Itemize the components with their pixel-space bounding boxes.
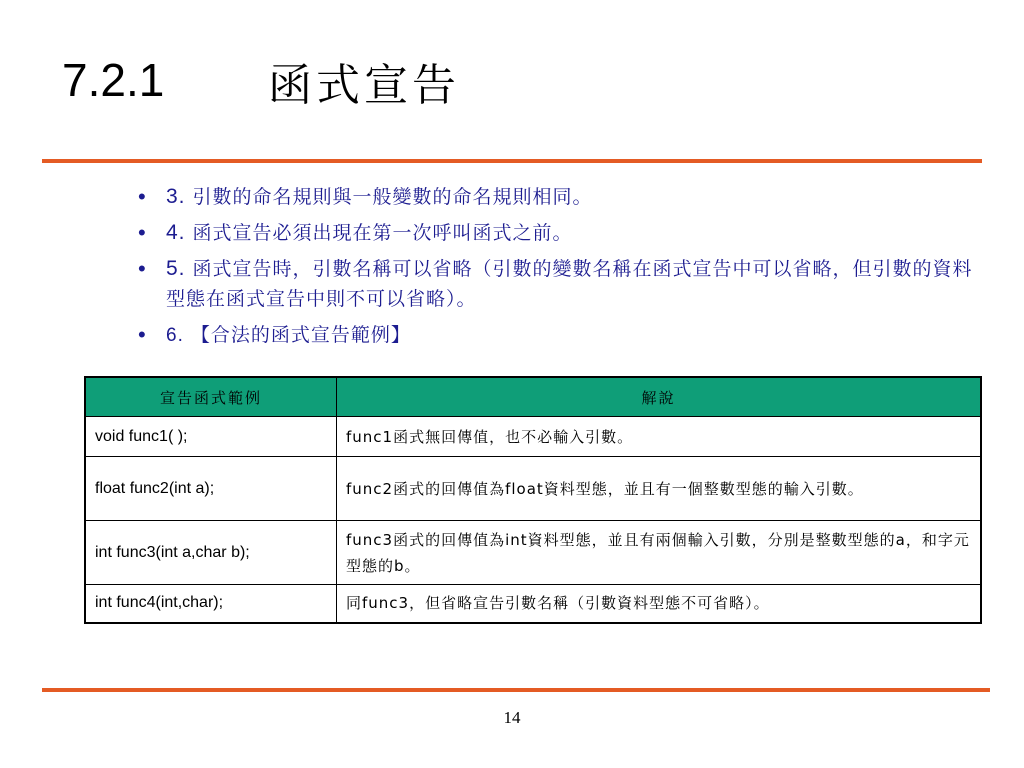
bullet-dot-icon: • — [138, 256, 147, 281]
table-row — [85, 457, 981, 521]
bullet-number: 3. — [166, 185, 186, 208]
bullet-dot-icon: • — [138, 322, 147, 347]
table-header-declaration: 宣告函式範例 — [85, 377, 337, 417]
bullet-item-3 — [138, 182, 988, 212]
table-row — [85, 585, 981, 623]
table-row — [85, 417, 981, 457]
bullet-text: 函式宣告必須出現在第一次呼叫函式之前。 — [185, 222, 573, 244]
bullet-dot-icon: • — [138, 184, 147, 209]
declaration-cell: void func1( ); — [85, 417, 337, 457]
declaration-cell: int func3(int a,char b); — [85, 521, 337, 585]
explanation-cell: 同func3，但省略宣告引數名稱（引數資料型態不可省略）。 — [337, 585, 982, 623]
function-declaration-table — [84, 376, 982, 624]
bullet-item-4 — [138, 218, 988, 248]
declaration-cell: float func2(int a); — [85, 457, 337, 521]
bullet-dot-icon: • — [138, 220, 147, 245]
bullet-number: 6. — [166, 325, 184, 346]
top-divider — [42, 159, 982, 163]
slide-title-number: 7.2.1 — [62, 54, 165, 106]
table-header-explanation: 解說 — [337, 377, 982, 417]
bullet-text: 【合法的函式宣告範例】 — [183, 324, 411, 346]
table-row — [85, 521, 981, 585]
slide-title-text: 函式宣告 — [268, 60, 460, 111]
bullet-list — [138, 182, 988, 357]
page-number: 14 — [503, 708, 521, 727]
bullet-number: 4. — [166, 221, 186, 244]
bullet-item-6 — [138, 320, 988, 351]
bullet-item-5 — [138, 254, 988, 314]
bullet-text: 引數的命名規則與一般變數的命名規則相同。 — [185, 186, 593, 208]
table-header-row — [85, 377, 981, 417]
explanation-cell: func3函式的回傳值為int資料型態，並且有兩個輸入引數，分別是整數型態的a，和字元型態的b。 — [337, 521, 982, 585]
explanation-cell: func2函式的回傳值為float資料型態，並且有一個整數型態的輸入引數。 — [337, 457, 982, 521]
explanation-cell: func1函式無回傳值，也不必輸入引數。 — [337, 417, 982, 457]
declaration-cell: int func4(int,char); — [85, 585, 337, 623]
bullet-number: 5. — [166, 257, 186, 280]
bullet-text: 函式宣告時，引數名稱可以省略（引數的變數名稱在函式宣告中可以省略，但引數的資料型態在函式宣告中則不可以省略）。 — [166, 258, 973, 310]
bottom-divider — [42, 688, 990, 692]
